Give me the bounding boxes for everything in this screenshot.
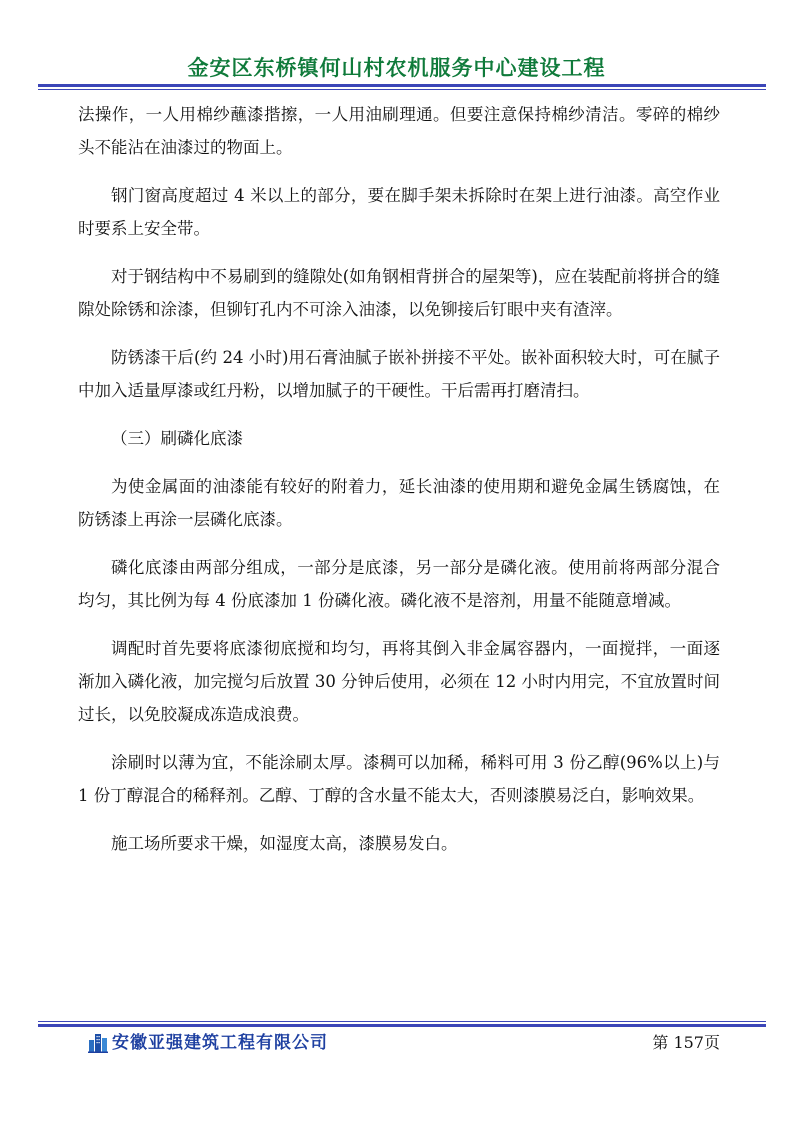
- header-rule-thick: [38, 84, 766, 87]
- document-body: [78, 98, 720, 875]
- footer-rule-thin: [38, 1021, 766, 1022]
- paragraph: 法操作，一人用棉纱蘸漆揩擦，一人用油刷理通。但要注意保持棉纱清洁。零碎的棉纱头不能沾在油漆过的物面上。: [78, 105, 720, 157]
- section-heading: （三）刷磷化底漆: [111, 429, 243, 448]
- paragraph: 涂刷时以薄为宜，不能涂刷太厚。漆稠可以加稀，稀料可用 3 份乙醇(96%以上)与 1 份丁醇混合的稀释剂。乙醇、丁醇的含水量不能太大，否则漆膜易泛白，影响效果。: [78, 753, 720, 805]
- footer-company-name: 安徽亚强建筑工程有限公司: [112, 1033, 328, 1053]
- paragraph: 为使金属面的油漆能有较好的附着力，延长油漆的使用期和避免金属生锈腐蚀，在防锈漆上再涂一层磷化底漆。: [78, 477, 720, 529]
- page-footer: [78, 1030, 720, 1058]
- page-header: [0, 52, 793, 82]
- paragraph: 施工场所要求干燥，如湿度太高，漆膜易发白。: [111, 834, 458, 853]
- paragraph: 对于钢结构中不易刷到的缝隙处(如角钢相背拼合的屋架等)，应在装配前将拼合的缝隙处除锈和涂漆，但铆钉孔内不可涂入油漆，以免铆接后钉眼中夹有渣滓。: [78, 267, 720, 319]
- page-number: 第 157页: [652, 1033, 720, 1052]
- header-title: 金安区东桥镇何山村农机服务中心建设工程: [187, 56, 606, 80]
- paragraph: 防锈漆干后(约 24 小时)用石膏油腻子嵌补拼接不平处。嵌补面积较大时，可在腻子中加入适量厚漆或红丹粉，以增加腻子的干硬性。干后需再打磨清扫。: [78, 348, 720, 400]
- building-logo-icon: [88, 1031, 110, 1053]
- footer-rule-thick: [38, 1024, 766, 1027]
- header-rule-thin: [38, 89, 766, 90]
- paragraph: 磷化底漆由两部分组成，一部分是底漆，另一部分是磷化液。使用前将两部分混合均匀，其比例为每 4 份底漆加 1 份磷化液。磷化液不是溶剂，用量不能随意增减。: [78, 558, 720, 610]
- paragraph: 调配时首先要将底漆彻底搅和均匀，再将其倒入非金属容器内，一面搅拌，一面逐渐加入磷化液，加完搅匀后放置 30 分钟后使用，必须在 12 小时内用完，不宜放置时间过长，以免胶凝成冻造成浪费。: [78, 639, 720, 724]
- paragraph: 钢门窗高度超过 4 米以上的部分，要在脚手架未拆除时在架上进行油漆。高空作业时要系上安全带。: [78, 186, 720, 238]
